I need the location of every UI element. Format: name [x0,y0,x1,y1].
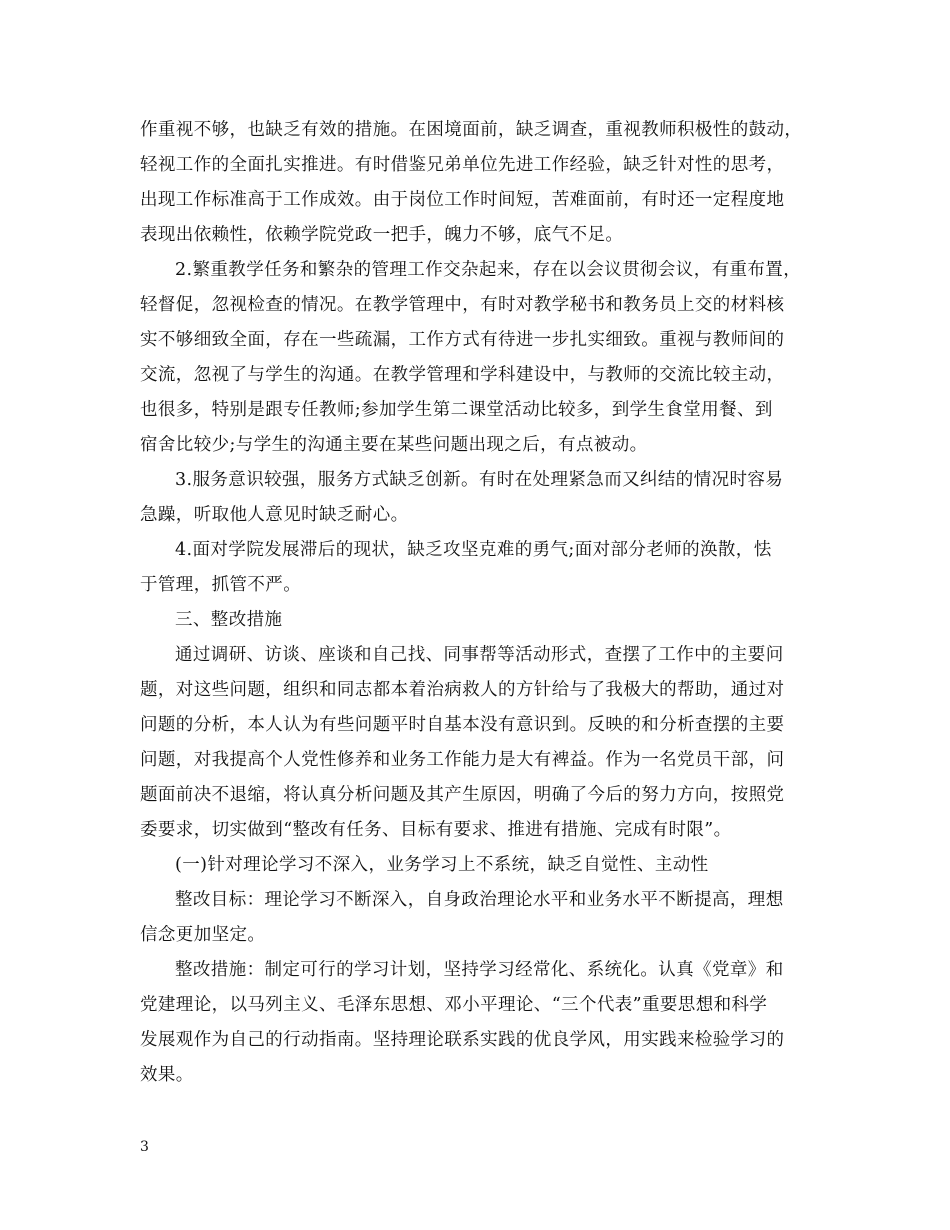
subsection-heading: (一)针对理论学习不深入，业务学习上不系统，缺乏自觉性、主动性 [175,855,709,875]
section-heading: 三、整改措施 [175,610,283,630]
text-line: 整改措施：制定可行的学习计划，坚持学习经常化、系统化。认真《党章》和 [175,960,784,980]
text-line: 题，对这些问题，组织和同志都本着治病救人的方针给与了我极大的帮助，通过对 [140,680,785,700]
text-line: 效果。 [140,1065,194,1085]
text-line: 委要求，切实做到“整改有任务、目标有要求、推进有措施、完成有时限”。 [140,820,732,840]
text-line: 实不够细致全面，存在一些疏漏，工作方式有待进一步扎实细致。重视与教师间的 [140,330,785,350]
text-line: 通过调研、访谈、座谈和自己找、同事帮等活动形式，查摆了工作中的主要问 [175,645,784,665]
text-line: 轻督促，忽视检查的情况。在教学管理中，有时对教学秘书和教务员上交的材料核 [140,295,785,315]
text-line: 表现出依赖性，依赖学院党政一把手，魄力不够，底气不足。 [140,225,624,245]
text-line: 整改目标：理论学习不断深入，自身政治理论水平和业务水平不断提高，理想 [175,890,784,910]
text-line: 也很多，特别是跟专任教师;参加学生第二课堂活动比较多，到学生食堂用餐、到 [140,400,773,420]
page-number: 3 [140,1139,149,1155]
text-line: 问题的分析，本人认为有些问题平时自基本没有意识到。反映的和分析查摆的主要 [140,715,785,735]
text-line: 4.面对学院发展滞后的现状，缺乏攻坚克难的勇气;面对部分老师的涣散，怯 [175,540,772,560]
text-line: 宿舍比较少;与学生的沟通主要在某些问题出现之后，有点被动。 [140,435,648,455]
text-line: 2.繁重教学任务和繁杂的管理工作交杂起来，存在以会议贯彻会议，有重布置， [175,260,802,280]
text-line: 信念更加坚定。 [140,925,266,945]
text-line: 党建理论，以马列主义、毛泽东思想、邓小平理论、“三个代表”重要思想和科学 [140,995,768,1015]
text-line: 3.服务意识较强，服务方式缺乏创新。有时在处理紧急而又纠结的情况时容易 [175,470,784,490]
text-line: 发展观作为自己的行动指南。坚持理论联系实践的优良学风，用实践来检验学习的 [140,1030,785,1050]
text-line: 交流，忽视了与学生的沟通。在教学管理和学科建设中，与教师的交流比较主动， [140,365,785,385]
text-line: 出现工作标准高于工作成效。由于岗位工作时间短，苦难面前，有时还一定程度地 [140,190,785,210]
text-line: 轻视工作的全面扎实推进。有时借鉴兄弟单位先进工作经验，缺乏针对性的思考， [140,155,785,175]
text-line: 作重视不够，也缺乏有效的措施。在困境面前，缺乏调查，重视教师积极性的鼓动， [140,120,803,140]
text-line: 于管理，抓管不严。 [140,575,302,595]
text-line: 题面前决不退缩，将认真分析问题及其产生原因，明确了今后的努力方向，按照党 [140,785,785,805]
text-line: 问题，对我提高个人党性修养和业务工作能力是大有裨益。作为一名党员干部，问 [140,750,785,770]
text-line: 急躁，听取他人意见时缺乏耐心。 [140,505,409,525]
